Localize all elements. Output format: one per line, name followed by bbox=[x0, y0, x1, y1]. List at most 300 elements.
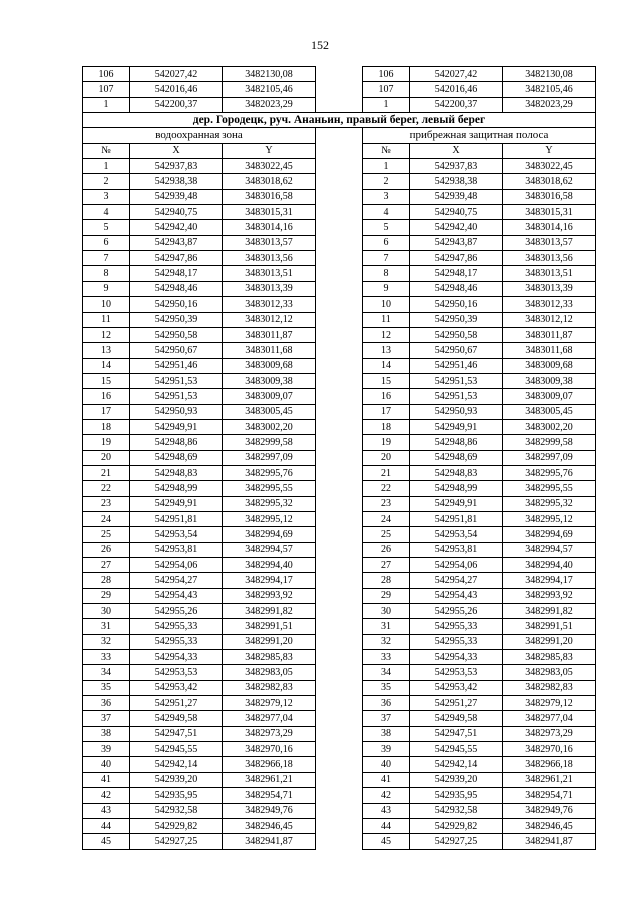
right-y-value: 3483012,12 bbox=[502, 312, 595, 327]
left-point-number: 44 bbox=[83, 818, 130, 833]
right-x-value: 542954,33 bbox=[409, 650, 502, 665]
left-point-number: 23 bbox=[83, 496, 130, 511]
right-y-value: 3482994,17 bbox=[502, 573, 595, 588]
right-x-value: 542948,99 bbox=[409, 481, 502, 496]
column-gap bbox=[315, 435, 362, 450]
table-row bbox=[83, 281, 596, 296]
left-y-value: 3482979,12 bbox=[222, 696, 315, 711]
left-y-value: 3483016,58 bbox=[222, 189, 315, 204]
section-title: дер. Городецк, руч. Ананьин, правый берег, левый берег bbox=[83, 113, 596, 128]
column-gap bbox=[315, 696, 362, 711]
right-point-number: 9 bbox=[362, 281, 409, 296]
zone-title-row bbox=[83, 128, 596, 143]
right-y-value: 3482970,16 bbox=[502, 742, 595, 757]
right-x-value: 542945,55 bbox=[409, 742, 502, 757]
left-y-value: 3482977,04 bbox=[222, 711, 315, 726]
left-point-number: 25 bbox=[83, 527, 130, 542]
right-point-number: 38 bbox=[362, 726, 409, 741]
left-y-value: 3483022,45 bbox=[222, 159, 315, 174]
table-row bbox=[83, 251, 596, 266]
column-gap bbox=[315, 757, 362, 772]
right-y-value: 3482946,45 bbox=[502, 818, 595, 833]
left-y-value: 3482970,16 bbox=[222, 742, 315, 757]
right-x-header: X bbox=[409, 143, 502, 158]
right-x-value: 542949,91 bbox=[409, 496, 502, 511]
left-point-number: 22 bbox=[83, 481, 130, 496]
right-y-value: 3482994,40 bbox=[502, 558, 595, 573]
table-row bbox=[83, 665, 596, 680]
table-row bbox=[83, 312, 596, 327]
right-x-value: 542948,17 bbox=[409, 266, 502, 281]
right-x-value: 542954,43 bbox=[409, 588, 502, 603]
right-point-number: 18 bbox=[362, 419, 409, 434]
left-y-value: 3483011,87 bbox=[222, 327, 315, 342]
right-point-number: 13 bbox=[362, 343, 409, 358]
right-x-value: 542947,51 bbox=[409, 726, 502, 741]
left-point-number: 16 bbox=[83, 389, 130, 404]
table-row bbox=[83, 389, 596, 404]
right-y-value: 3482991,82 bbox=[502, 604, 595, 619]
right-x-value: 542016,46 bbox=[409, 82, 502, 97]
left-point-number: 36 bbox=[83, 696, 130, 711]
left-x-value: 542947,86 bbox=[130, 251, 223, 266]
right-point-number: 2 bbox=[362, 174, 409, 189]
table-row bbox=[83, 496, 596, 511]
left-point-number: 27 bbox=[83, 558, 130, 573]
left-y-value: 3483011,68 bbox=[222, 343, 315, 358]
right-point-number: 37 bbox=[362, 711, 409, 726]
table-row bbox=[83, 634, 596, 649]
right-x-value: 542950,16 bbox=[409, 297, 502, 312]
right-point-number: 21 bbox=[362, 465, 409, 480]
table-row bbox=[83, 419, 596, 434]
right-x-value: 542938,38 bbox=[409, 174, 502, 189]
left-point-number: 6 bbox=[83, 235, 130, 250]
right-x-value: 542951,81 bbox=[409, 511, 502, 526]
column-gap bbox=[315, 143, 362, 158]
right-x-value: 542951,53 bbox=[409, 373, 502, 388]
left-x-value: 542948,99 bbox=[130, 481, 223, 496]
left-point-number: 13 bbox=[83, 343, 130, 358]
table-row bbox=[83, 343, 596, 358]
right-point-number: 43 bbox=[362, 803, 409, 818]
right-point-number: 17 bbox=[362, 404, 409, 419]
table-row bbox=[83, 465, 596, 480]
left-point-number: 35 bbox=[83, 680, 130, 695]
left-point-number: 4 bbox=[83, 205, 130, 220]
right-y-value: 3483009,68 bbox=[502, 358, 595, 373]
right-y-value: 3482961,21 bbox=[502, 772, 595, 787]
left-y-value: 3482946,45 bbox=[222, 818, 315, 833]
left-x-value: 542953,42 bbox=[130, 680, 223, 695]
left-num-header: № bbox=[83, 143, 130, 158]
column-gap bbox=[315, 818, 362, 833]
right-y-value: 3483018,62 bbox=[502, 174, 595, 189]
right-y-value: 3483009,38 bbox=[502, 373, 595, 388]
table-row bbox=[83, 297, 596, 312]
table-row bbox=[83, 435, 596, 450]
right-x-value: 542027,42 bbox=[409, 67, 502, 82]
left-x-value: 542935,95 bbox=[130, 788, 223, 803]
right-point-number: 42 bbox=[362, 788, 409, 803]
column-gap bbox=[315, 312, 362, 327]
right-x-value: 542955,33 bbox=[409, 634, 502, 649]
left-y-value: 3483013,56 bbox=[222, 251, 315, 266]
left-x-value: 542929,82 bbox=[130, 818, 223, 833]
table-row bbox=[83, 696, 596, 711]
right-y-value: 3483013,57 bbox=[502, 235, 595, 250]
table-row bbox=[83, 358, 596, 373]
left-point-number: 31 bbox=[83, 619, 130, 634]
right-y-value: 3482977,04 bbox=[502, 711, 595, 726]
right-x-value: 542951,53 bbox=[409, 389, 502, 404]
left-x-value: 542954,06 bbox=[130, 558, 223, 573]
table-row bbox=[83, 619, 596, 634]
column-gap bbox=[315, 159, 362, 174]
right-point-number: 1 bbox=[362, 97, 409, 112]
table-row bbox=[83, 404, 596, 419]
left-y-value: 3482994,17 bbox=[222, 573, 315, 588]
left-y-value: 3483009,38 bbox=[222, 373, 315, 388]
column-gap bbox=[315, 373, 362, 388]
right-y-value: 3482023,29 bbox=[502, 97, 595, 112]
column-gap bbox=[315, 573, 362, 588]
right-point-number: 8 bbox=[362, 266, 409, 281]
left-y-value: 3482994,57 bbox=[222, 542, 315, 557]
left-x-value: 542939,48 bbox=[130, 189, 223, 204]
table-row bbox=[83, 373, 596, 388]
right-y-value: 3482105,46 bbox=[502, 82, 595, 97]
column-gap bbox=[315, 834, 362, 849]
column-gap bbox=[315, 772, 362, 787]
left-y-value: 3483014,16 bbox=[222, 220, 315, 235]
right-x-value: 542943,87 bbox=[409, 235, 502, 250]
table-row bbox=[83, 711, 596, 726]
left-y-value: 3482991,51 bbox=[222, 619, 315, 634]
left-x-value: 542949,91 bbox=[130, 419, 223, 434]
left-x-header: X bbox=[130, 143, 223, 158]
right-point-number: 44 bbox=[362, 818, 409, 833]
page-number: 152 bbox=[311, 38, 329, 52]
right-point-number: 23 bbox=[362, 496, 409, 511]
left-point-number: 19 bbox=[83, 435, 130, 450]
right-y-value: 3482994,57 bbox=[502, 542, 595, 557]
right-y-value: 3483013,51 bbox=[502, 266, 595, 281]
left-point-number: 14 bbox=[83, 358, 130, 373]
left-y-value: 3483015,31 bbox=[222, 205, 315, 220]
table-row bbox=[83, 604, 596, 619]
left-y-value: 3483009,68 bbox=[222, 358, 315, 373]
left-y-value: 3482995,32 bbox=[222, 496, 315, 511]
left-y-value: 3483013,39 bbox=[222, 281, 315, 296]
right-y-value: 3482983,05 bbox=[502, 665, 595, 680]
column-gap bbox=[315, 128, 362, 143]
left-point-number: 10 bbox=[83, 297, 130, 312]
left-x-value: 542954,27 bbox=[130, 573, 223, 588]
left-x-value: 542950,58 bbox=[130, 327, 223, 342]
left-point-number: 38 bbox=[83, 726, 130, 741]
right-point-number: 6 bbox=[362, 235, 409, 250]
left-x-value: 542950,93 bbox=[130, 404, 223, 419]
right-point-number: 4 bbox=[362, 205, 409, 220]
column-gap bbox=[315, 711, 362, 726]
table-row bbox=[83, 588, 596, 603]
table-row bbox=[83, 205, 596, 220]
left-point-number: 15 bbox=[83, 373, 130, 388]
right-x-value: 542953,81 bbox=[409, 542, 502, 557]
right-x-value: 542927,25 bbox=[409, 834, 502, 849]
right-point-number: 35 bbox=[362, 680, 409, 695]
right-y-value: 3482991,51 bbox=[502, 619, 595, 634]
left-x-value: 542948,17 bbox=[130, 266, 223, 281]
column-gap bbox=[315, 481, 362, 496]
left-x-value: 542954,33 bbox=[130, 650, 223, 665]
left-x-value: 542951,53 bbox=[130, 389, 223, 404]
right-point-number: 19 bbox=[362, 435, 409, 450]
right-y-value: 3482993,92 bbox=[502, 588, 595, 603]
column-gap bbox=[315, 389, 362, 404]
right-x-value: 542940,75 bbox=[409, 205, 502, 220]
column-gap bbox=[315, 205, 362, 220]
left-point-number: 42 bbox=[83, 788, 130, 803]
right-x-value: 542942,14 bbox=[409, 757, 502, 772]
column-gap bbox=[315, 327, 362, 342]
right-point-number: 1 bbox=[362, 159, 409, 174]
coordinates-table bbox=[82, 66, 596, 850]
left-x-value: 542927,25 bbox=[130, 834, 223, 849]
column-gap bbox=[315, 726, 362, 741]
right-y-value: 3482982,83 bbox=[502, 680, 595, 695]
left-y-value: 3482993,92 bbox=[222, 588, 315, 603]
right-y-value: 3483002,20 bbox=[502, 419, 595, 434]
table-row bbox=[83, 573, 596, 588]
left-point-number: 20 bbox=[83, 450, 130, 465]
right-y-value: 3482966,18 bbox=[502, 757, 595, 772]
table-row bbox=[83, 742, 596, 757]
left-point-number: 5 bbox=[83, 220, 130, 235]
right-y-value: 3483022,45 bbox=[502, 159, 595, 174]
left-x-value: 542938,38 bbox=[130, 174, 223, 189]
column-gap bbox=[315, 97, 362, 112]
left-x-value: 542932,58 bbox=[130, 803, 223, 818]
left-point-number: 24 bbox=[83, 511, 130, 526]
left-y-header: Y bbox=[222, 143, 315, 158]
left-y-value: 3482023,29 bbox=[222, 97, 315, 112]
left-x-value: 542950,16 bbox=[130, 297, 223, 312]
right-x-value: 542939,20 bbox=[409, 772, 502, 787]
right-y-value: 3482995,32 bbox=[502, 496, 595, 511]
right-y-value: 3482995,76 bbox=[502, 465, 595, 480]
left-point-number: 32 bbox=[83, 634, 130, 649]
left-x-value: 542955,33 bbox=[130, 634, 223, 649]
right-x-value: 542948,69 bbox=[409, 450, 502, 465]
column-gap bbox=[315, 511, 362, 526]
left-point-number: 12 bbox=[83, 327, 130, 342]
right-y-value: 3483011,87 bbox=[502, 327, 595, 342]
column-gap bbox=[315, 588, 362, 603]
left-x-value: 542949,58 bbox=[130, 711, 223, 726]
left-x-value: 542951,27 bbox=[130, 696, 223, 711]
column-gap bbox=[315, 634, 362, 649]
column-gap bbox=[315, 235, 362, 250]
left-x-value: 542939,20 bbox=[130, 772, 223, 787]
column-gap bbox=[315, 680, 362, 695]
right-x-value: 542951,46 bbox=[409, 358, 502, 373]
right-point-number: 32 bbox=[362, 634, 409, 649]
left-point-number: 21 bbox=[83, 465, 130, 480]
column-gap bbox=[315, 803, 362, 818]
table-row bbox=[83, 650, 596, 665]
column-gap bbox=[315, 496, 362, 511]
left-x-value: 542940,75 bbox=[130, 205, 223, 220]
column-gap bbox=[315, 281, 362, 296]
right-y-value: 3483013,39 bbox=[502, 281, 595, 296]
left-y-value: 3482995,12 bbox=[222, 511, 315, 526]
table-row bbox=[83, 97, 596, 112]
left-y-value: 3482961,21 bbox=[222, 772, 315, 787]
table-row bbox=[83, 159, 596, 174]
column-gap bbox=[315, 404, 362, 419]
left-x-value: 542942,40 bbox=[130, 220, 223, 235]
right-x-value: 542947,86 bbox=[409, 251, 502, 266]
left-point-number: 37 bbox=[83, 711, 130, 726]
left-y-value: 3482994,40 bbox=[222, 558, 315, 573]
left-y-value: 3483005,45 bbox=[222, 404, 315, 419]
right-x-value: 542955,33 bbox=[409, 619, 502, 634]
table-row bbox=[83, 772, 596, 787]
right-x-value: 542953,42 bbox=[409, 680, 502, 695]
right-y-value: 3483011,68 bbox=[502, 343, 595, 358]
column-gap bbox=[315, 67, 362, 82]
right-y-value: 3482991,20 bbox=[502, 634, 595, 649]
left-x-value: 542954,43 bbox=[130, 588, 223, 603]
left-point-number: 45 bbox=[83, 834, 130, 849]
right-point-number: 107 bbox=[362, 82, 409, 97]
left-y-value: 3482949,76 bbox=[222, 803, 315, 818]
left-x-value: 542947,51 bbox=[130, 726, 223, 741]
left-point-number: 30 bbox=[83, 604, 130, 619]
right-y-value: 3483015,31 bbox=[502, 205, 595, 220]
left-y-value: 3483018,62 bbox=[222, 174, 315, 189]
left-y-value: 3482995,76 bbox=[222, 465, 315, 480]
left-point-number: 8 bbox=[83, 266, 130, 281]
table-row bbox=[83, 788, 596, 803]
right-x-value: 542954,06 bbox=[409, 558, 502, 573]
left-y-value: 3482973,29 bbox=[222, 726, 315, 741]
table-row bbox=[83, 174, 596, 189]
right-point-number: 39 bbox=[362, 742, 409, 757]
right-num-header: № bbox=[362, 143, 409, 158]
right-point-number: 31 bbox=[362, 619, 409, 634]
left-y-value: 3482941,87 bbox=[222, 834, 315, 849]
left-x-value: 542953,53 bbox=[130, 665, 223, 680]
table-row bbox=[83, 481, 596, 496]
right-y-value: 3482999,58 bbox=[502, 435, 595, 450]
left-y-value: 3483012,33 bbox=[222, 297, 315, 312]
column-gap bbox=[315, 358, 362, 373]
left-y-value: 3482999,58 bbox=[222, 435, 315, 450]
left-point-number: 1 bbox=[83, 97, 130, 112]
column-gap bbox=[315, 742, 362, 757]
right-x-value: 542953,53 bbox=[409, 665, 502, 680]
column-gap bbox=[315, 619, 362, 634]
left-y-value: 3482982,83 bbox=[222, 680, 315, 695]
right-zone-title: прибрежная защитная полоса bbox=[362, 128, 595, 143]
right-x-value: 542948,83 bbox=[409, 465, 502, 480]
left-point-number: 7 bbox=[83, 251, 130, 266]
right-point-number: 41 bbox=[362, 772, 409, 787]
column-gap bbox=[315, 343, 362, 358]
left-x-value: 542955,33 bbox=[130, 619, 223, 634]
right-y-value: 3482995,55 bbox=[502, 481, 595, 496]
right-point-number: 30 bbox=[362, 604, 409, 619]
right-y-value: 3482997,09 bbox=[502, 450, 595, 465]
left-point-number: 29 bbox=[83, 588, 130, 603]
right-y-header: Y bbox=[502, 143, 595, 158]
column-gap bbox=[315, 558, 362, 573]
column-gap bbox=[315, 465, 362, 480]
left-x-value: 542951,46 bbox=[130, 358, 223, 373]
right-point-number: 10 bbox=[362, 297, 409, 312]
right-point-number: 22 bbox=[362, 481, 409, 496]
coordinates-table-body bbox=[83, 67, 596, 850]
right-y-value: 3482994,69 bbox=[502, 527, 595, 542]
left-x-value: 542950,39 bbox=[130, 312, 223, 327]
left-point-number: 34 bbox=[83, 665, 130, 680]
column-gap bbox=[315, 266, 362, 281]
right-y-value: 3483005,45 bbox=[502, 404, 595, 419]
left-x-value: 542937,83 bbox=[130, 159, 223, 174]
left-x-value: 542027,42 bbox=[130, 67, 223, 82]
column-gap bbox=[315, 650, 362, 665]
left-y-value: 3483002,20 bbox=[222, 419, 315, 434]
right-y-value: 3483014,16 bbox=[502, 220, 595, 235]
table-row bbox=[83, 235, 596, 250]
left-y-value: 3482985,83 bbox=[222, 650, 315, 665]
table-row bbox=[83, 189, 596, 204]
left-point-number: 107 bbox=[83, 82, 130, 97]
table-row bbox=[83, 220, 596, 235]
right-x-value: 542939,48 bbox=[409, 189, 502, 204]
right-y-value: 3483012,33 bbox=[502, 297, 595, 312]
left-point-number: 3 bbox=[83, 189, 130, 204]
left-point-number: 26 bbox=[83, 542, 130, 557]
table-row bbox=[83, 542, 596, 557]
right-x-value: 542950,93 bbox=[409, 404, 502, 419]
left-point-number: 106 bbox=[83, 67, 130, 82]
left-y-value: 3483013,57 bbox=[222, 235, 315, 250]
table-row bbox=[83, 757, 596, 772]
right-point-number: 34 bbox=[362, 665, 409, 680]
right-x-value: 542929,82 bbox=[409, 818, 502, 833]
right-x-value: 542950,58 bbox=[409, 327, 502, 342]
left-y-value: 3483013,51 bbox=[222, 266, 315, 281]
column-gap bbox=[315, 297, 362, 312]
left-point-number: 40 bbox=[83, 757, 130, 772]
left-x-value: 542948,69 bbox=[130, 450, 223, 465]
table-row bbox=[83, 558, 596, 573]
left-x-value: 542942,14 bbox=[130, 757, 223, 772]
right-y-value: 3482954,71 bbox=[502, 788, 595, 803]
left-y-value: 3483009,07 bbox=[222, 389, 315, 404]
left-y-value: 3482997,09 bbox=[222, 450, 315, 465]
right-point-number: 24 bbox=[362, 511, 409, 526]
left-y-value: 3482130,08 bbox=[222, 67, 315, 82]
left-point-number: 41 bbox=[83, 772, 130, 787]
right-point-number: 16 bbox=[362, 389, 409, 404]
table-row bbox=[83, 266, 596, 281]
left-x-value: 542951,81 bbox=[130, 511, 223, 526]
